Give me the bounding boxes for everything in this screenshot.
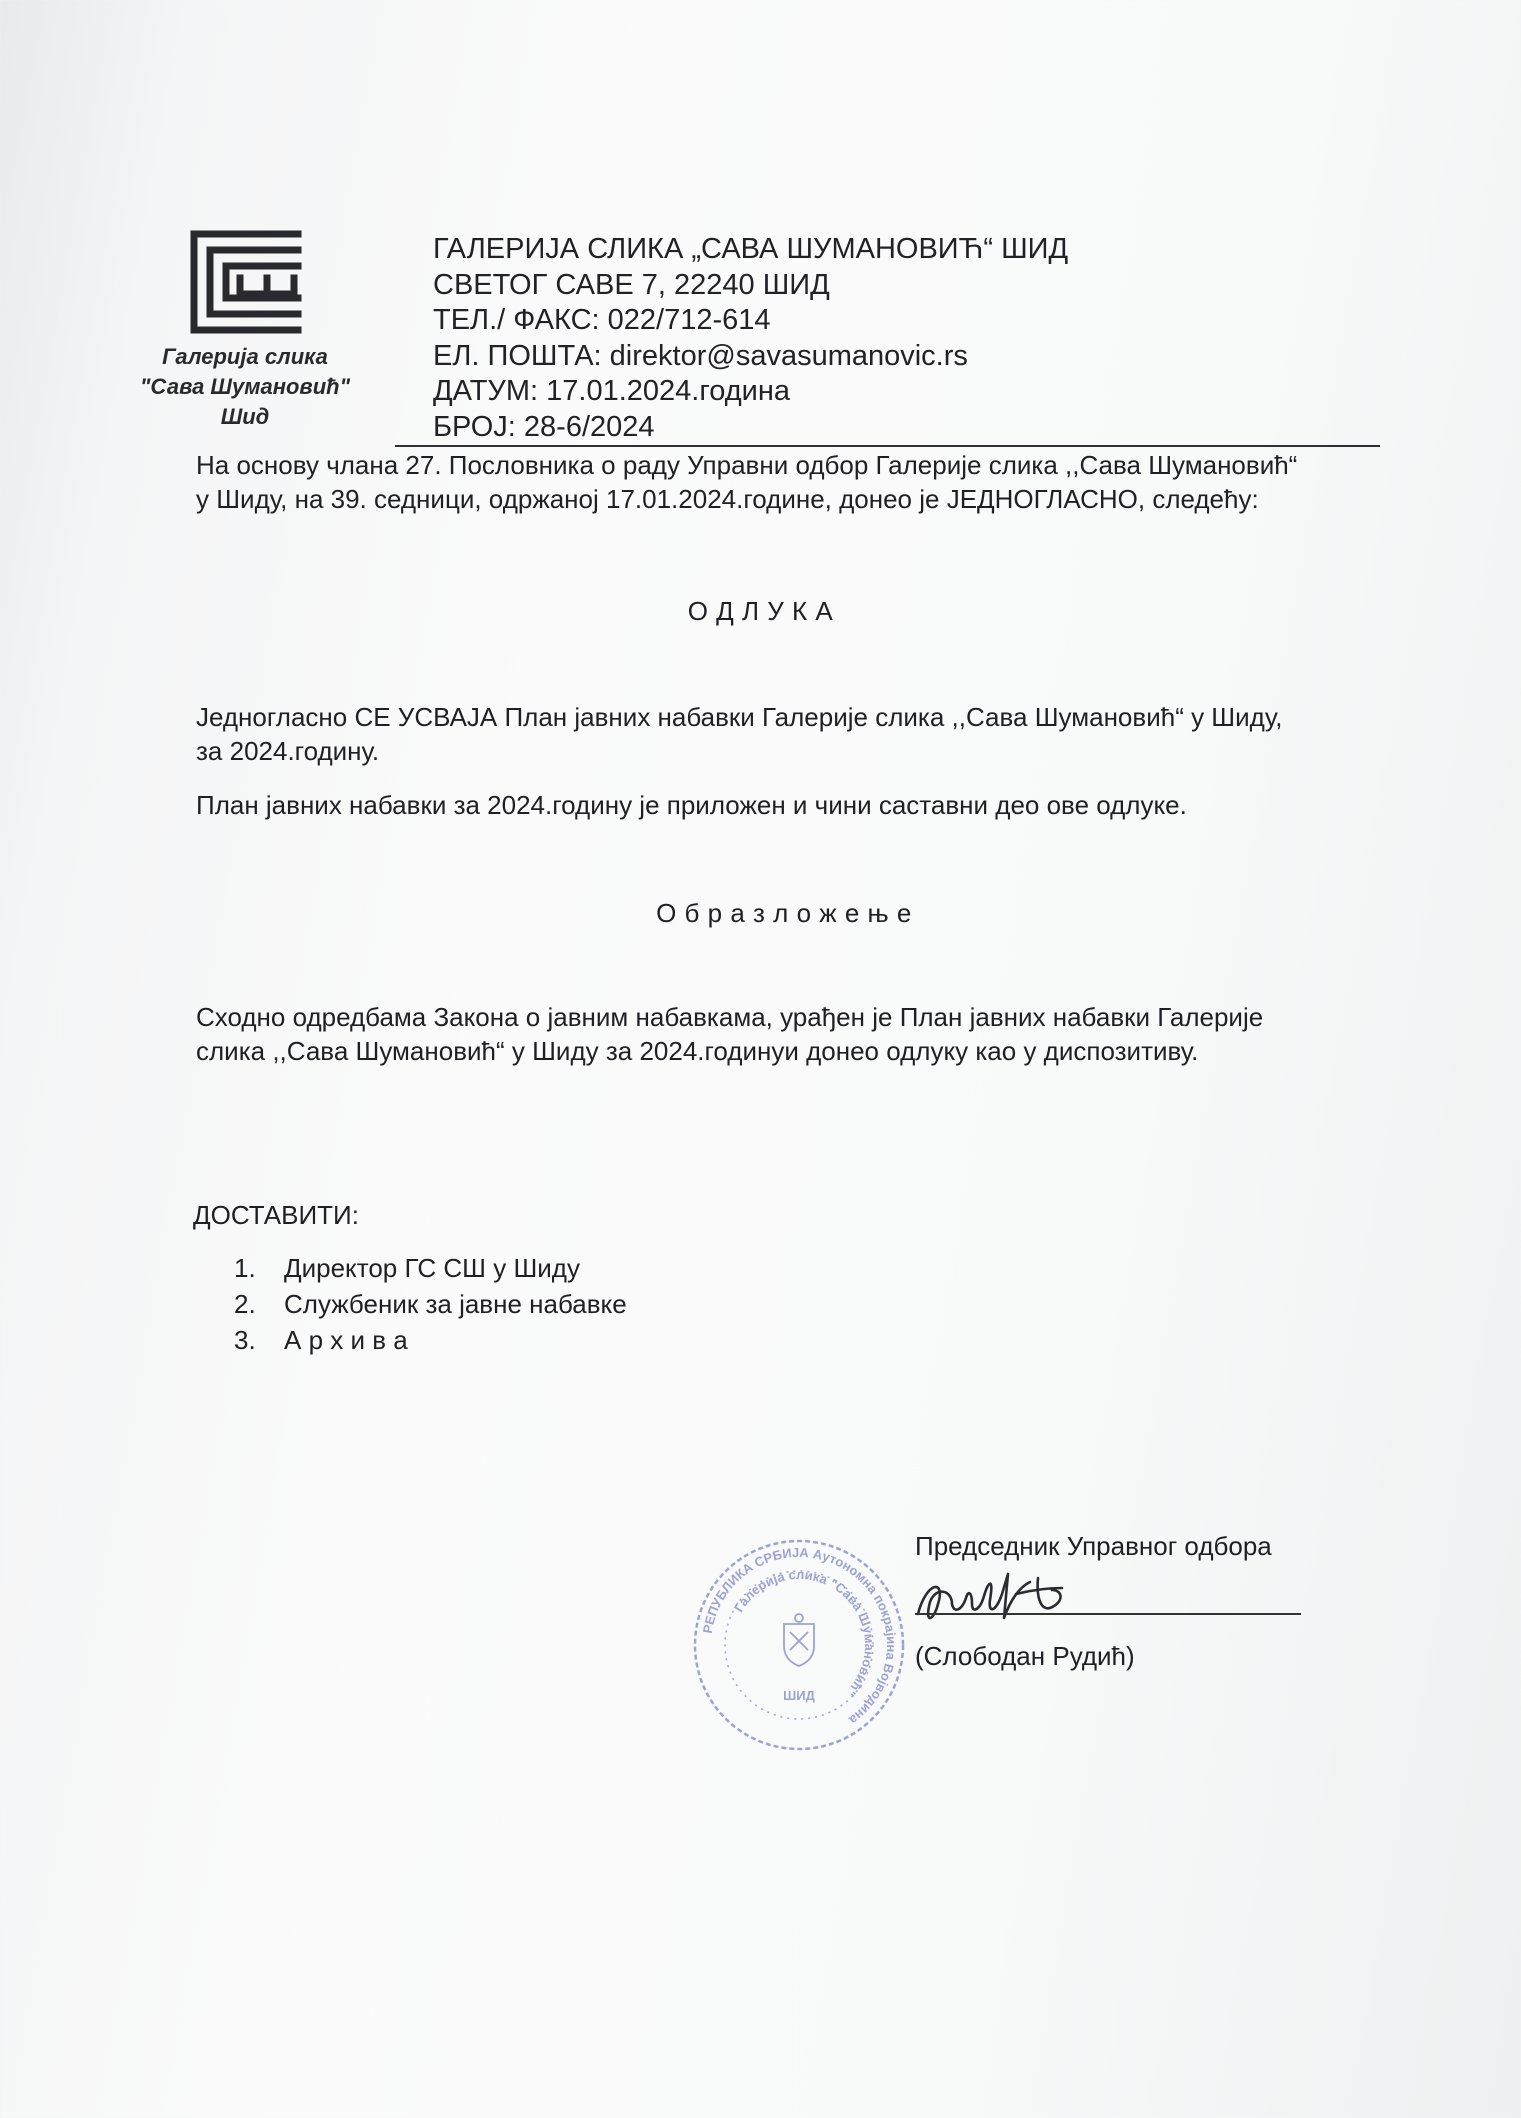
intro-paragraph [196, 448, 1376, 516]
institution-email: ЕЛ. ПОШТА: direktor@savasumanovic.rs [433, 339, 968, 372]
signatory-title: Председник Управног одбора [915, 1531, 1272, 1561]
gallery-logo-icon [190, 230, 302, 334]
institution-address: СВЕТОГ САВЕ 7, 22240 ШИД [433, 268, 830, 301]
document-date: ДАТУМ: 17.01.2024.година [433, 375, 791, 408]
logo-caption [120, 342, 370, 432]
intro-line2: у Шиду, на 39. седници, одржаној 17.01.2024.године, донео је ЈЕДНОГЛАСНО, следећу: [196, 484, 1259, 514]
signature-line [915, 1613, 1301, 1615]
list-item-text: А р х и в а [284, 1325, 408, 1355]
delivery-list [234, 1250, 627, 1358]
reasoning-line2: слика ,,Сава Шумановић“ у Шиду за 2024.годинуи донео одлуку као у диспозитиву. [196, 1036, 1199, 1066]
letterhead [433, 232, 1068, 446]
decision-title: О Д Л У К А [687, 596, 834, 626]
list-item-text: Директор ГС СШ у Шиду [284, 1253, 580, 1283]
institution-phone: ТЕЛ./ ФАКС: 022/712-614 [433, 304, 771, 337]
document-number: БРОЈ: 28-6/2024 [433, 410, 655, 443]
reasoning-line1: Сходно одредбама Закона о јавним набавкама, урађен је План јавних набавки Галерије [196, 1002, 1264, 1032]
reasoning-paragraph [196, 1000, 1376, 1068]
list-item-number: 1. [234, 1253, 256, 1283]
list-item-number: 3. [234, 1325, 256, 1355]
handwritten-signature-icon [912, 1560, 1092, 1640]
logo-caption-line2: "Сава Шумановић" [139, 374, 351, 399]
header-divider [395, 445, 1380, 447]
list-item-text: Службеник за јавне набавке [284, 1289, 627, 1319]
stamp-outer-text: РЕПУБЛИКА СРБИЈА Аутономна покрајина Војводина [699, 1544, 900, 1728]
official-stamp-icon [690, 1536, 908, 1754]
logo-caption-line1: Галерија слика [162, 344, 328, 369]
list-item [234, 1286, 627, 1322]
attachment-line: План јавних набавки за 2024.годину је приложен и чини саставни део ове одлуке. [196, 790, 1187, 820]
institution-name: ГАЛЕРИЈА СЛИКА „САВА ШУМАНОВИЋ“ ШИД [433, 233, 1069, 265]
stamp-city: ШИД [783, 1688, 815, 1703]
list-item-number: 2. [234, 1289, 256, 1319]
svg-text:Галерија слика "Сава Шумановић [731, 1567, 877, 1700]
list-item [234, 1322, 627, 1358]
reasoning-title: О б р а з л о ж е њ е [656, 898, 912, 928]
decision-line2: за 2024.годину. [196, 736, 380, 766]
delivery-heading [193, 1198, 1373, 1232]
stamp-inner-text: Галерија слика "Сава Шумановић" [730, 1566, 878, 1700]
list-item [234, 1250, 627, 1286]
logo-caption-line3: Шид [220, 404, 270, 429]
intro-line1: На основу члана 27. Пословника о раду Управни одбор Галерије слика ,,Сава Шумановић“ [196, 450, 1298, 480]
attachment-paragraph [196, 788, 1376, 822]
decision-paragraph [196, 700, 1376, 768]
decision-line1: Једногласно СЕ УСВАЈА План јавних набавки Галерије слика ,,Сава Шумановић“ у Шиду, [196, 702, 1283, 732]
signatory-name: (Слободан Рудић) [915, 1641, 1135, 1671]
delivery-heading-text: ДОСТАВИТИ: [193, 1200, 359, 1230]
